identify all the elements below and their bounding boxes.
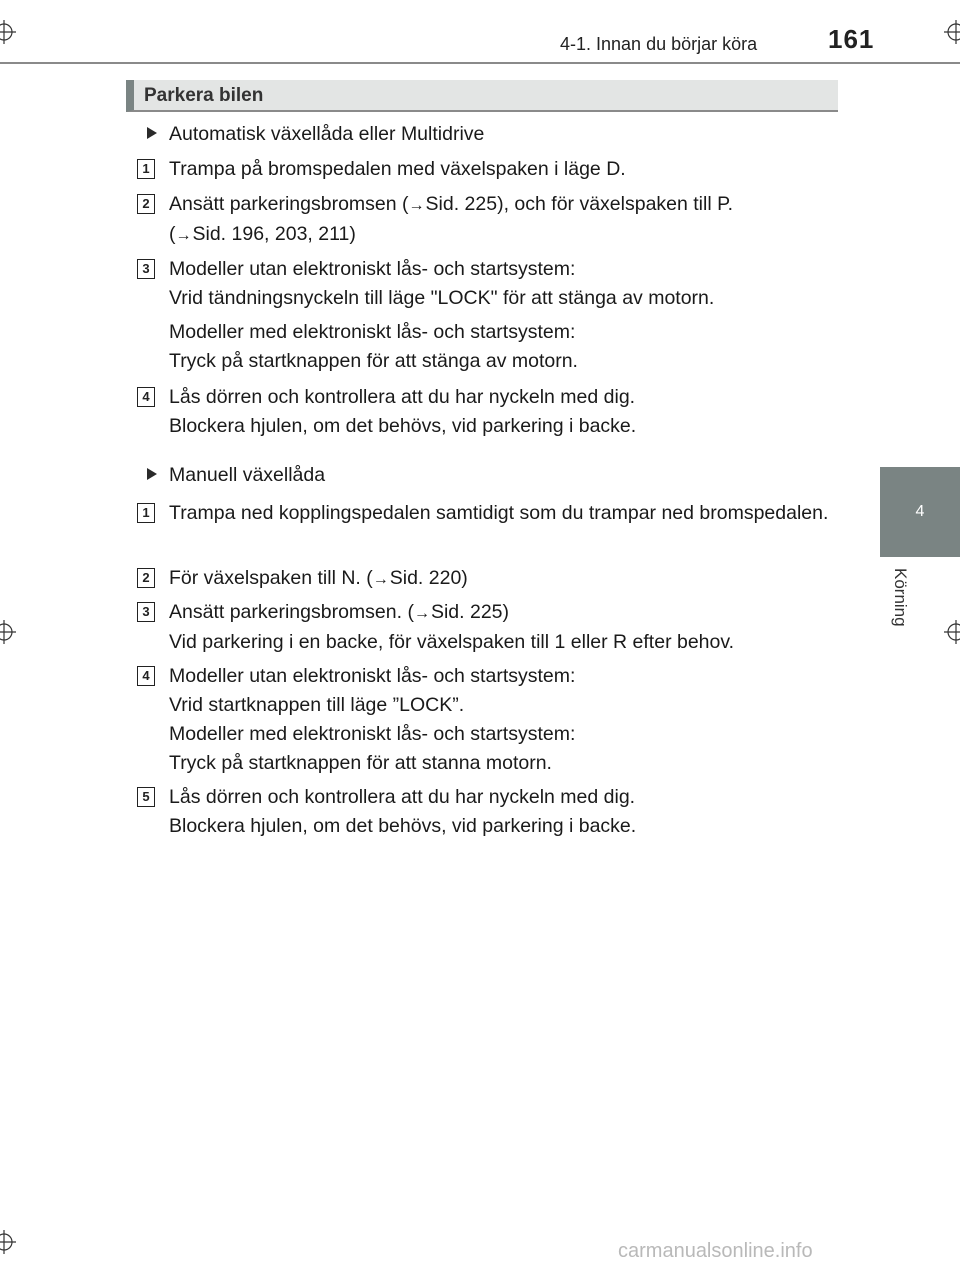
step-number: 1 (137, 159, 155, 179)
step-text: Lås dörren och kontrollera att du har nyckeln med dig. Blockera hjulen, om det behövs, vid parkering i backe. (169, 386, 637, 437)
registration-mark-icon (0, 620, 16, 644)
subheading-manual: Manuell växellåda (147, 461, 325, 490)
page-reference-link[interactable]: Sid. 225) (430, 601, 510, 623)
step-text: Ansätt parkeringsbromsen (→Sid. 225), och för växelspaken till P. (→Sid. 196, 203, 211) (169, 190, 831, 250)
section-title: Parkera bilen (144, 85, 264, 106)
step-number: 5 (137, 787, 155, 807)
arrow-icon: → (413, 605, 430, 622)
page-number: 161 (828, 24, 875, 54)
arrow-icon: → (175, 227, 192, 244)
arrow-icon: → (408, 197, 425, 214)
step-text: Ansätt parkeringsbromsen. (→Sid. 225) Vid parkering i en backe, för växelspaken till 1 eller R efter behov. (169, 601, 735, 653)
step-number: 2 (137, 568, 155, 588)
triangle-bullet-icon (147, 127, 157, 139)
chapter-tab (880, 467, 960, 557)
subheading-automatic: Automatisk växellåda eller Multidrive (147, 120, 484, 149)
step-text: Modeller utan elektroniskt lås- och startsystem: Vrid startknappen till läge ”LOCK”. Modeller med elektroniskt lås- och startsystem: Tryck på startknappen för att stanna motorn. (169, 665, 576, 774)
chapter-label (888, 568, 910, 640)
step-text: Modeller utan elektroniskt lås- och startsystem: Vrid tändningsnyckeln till läge "LOCK" för att stänga av motorn. (169, 258, 715, 309)
step-number: 1 (137, 503, 155, 523)
chapter-number: 4 (915, 503, 925, 520)
triangle-bullet-icon (147, 468, 157, 480)
step-text: Trampa ned kopplingspedalen samtidigt som du trampar ned bromspedalen. (169, 502, 829, 524)
step-number: 2 (137, 194, 155, 214)
step-text: Lås dörren och kontrollera att du har nyckeln med dig. Blockera hjulen, om det behövs, vid parkering i backe. (169, 786, 637, 837)
step-number: 4 (137, 666, 155, 686)
registration-mark-icon (0, 1230, 16, 1254)
step-text-continued: Modeller med elektroniskt lås- och startsystem: Tryck på startknappen för att stänga av motorn. (169, 321, 578, 372)
registration-mark-icon (944, 20, 960, 44)
page-reference-link[interactable]: Sid. 196, 203, 211) (192, 223, 356, 245)
arrow-icon: → (372, 571, 389, 588)
registration-mark-icon (944, 620, 960, 644)
step-number: 4 (137, 387, 155, 407)
registration-mark-icon (0, 20, 16, 44)
step-text: För växelspaken till N. (→Sid. 220) (169, 564, 831, 594)
section-label: 4-1. Innan du börjar köra (560, 34, 758, 54)
chapter-label-text: Körning (891, 568, 910, 627)
step-number: 3 (137, 259, 155, 279)
page-reference-link[interactable]: Sid. 220) (389, 567, 468, 589)
header-rule (0, 62, 960, 64)
step-number: 3 (137, 602, 155, 622)
watermark: carmanualsonline.info (618, 1240, 813, 1262)
section-title-bar (126, 80, 838, 112)
step-text: Trampa på bromspedalen med växelspaken i läge D. (169, 158, 626, 180)
page-reference-link[interactable]: Sid. 225), och för växelspaken till P. (425, 193, 734, 215)
